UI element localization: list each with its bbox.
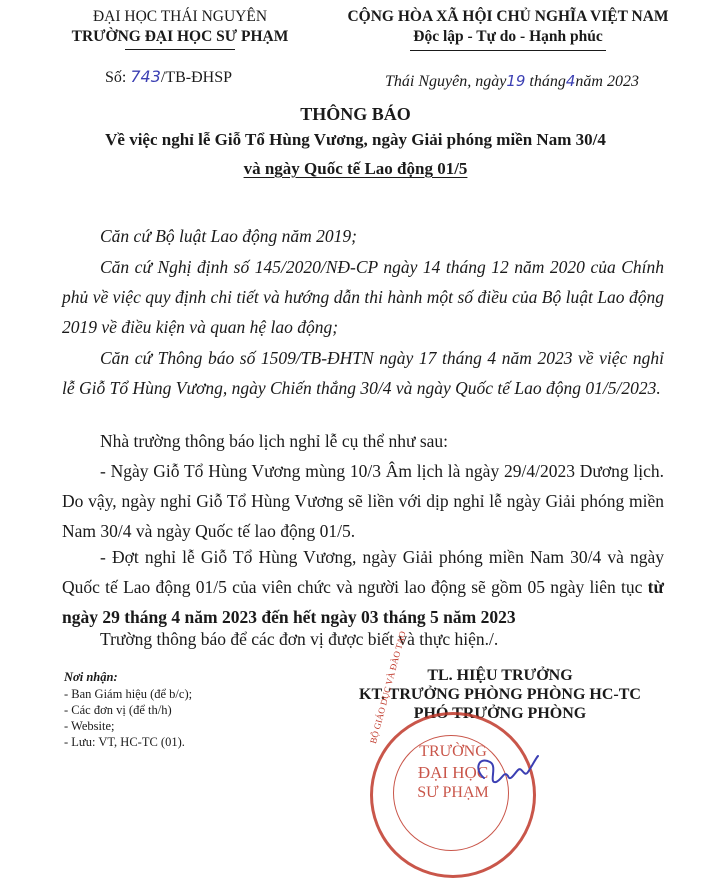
national-motto: Độc lập - Tự do - Hạnh phúc (413, 28, 603, 45)
signature-line-2: KT. TRƯỞNG PHÒNG PHÒNG HC-TC (359, 686, 641, 703)
org-name: TRƯỜNG ĐẠI HỌC SƯ PHẠM (71, 28, 289, 45)
date-month-label: tháng (529, 73, 566, 90)
schedule-item-2-dates: từ ngày 29 tháng 4 năm 2023 đến hết ngày 03 tháng 5 năm 2023 (62, 577, 664, 627)
date-month: 4 (565, 72, 576, 90)
recipient-item: - Các đơn vị (để th/h) (64, 703, 172, 717)
signature-line-3: PHÓ TRƯỞNG PHÒNG (413, 705, 587, 722)
number-prefix: Số: (105, 69, 127, 86)
basis-labor-code: Căn cứ Bộ luật Lao động năm 2019; (100, 226, 357, 246)
date-prefix: Thái Nguyên, ngày (385, 73, 507, 90)
notice-subject-line2: và ngày Quốc tế Lao động 01/5 (243, 159, 468, 178)
document-date (385, 72, 639, 91)
handwritten-signature (470, 748, 540, 800)
org-parent: ĐẠI HỌC THÁI NGUYÊN (92, 8, 268, 25)
schedule-intro: Nhà trường thông báo lịch nghỉ lễ cụ thể như sau: (100, 431, 449, 451)
basis-decree: Căn cứ Nghị định số 145/2020/NĐ-CP ngày 14 tháng 12 năm 2020 của Chính phủ về việc quy định chi tiết và hướng dẫn thi hành một số điều của Bộ luật Lao động 2019 về điều kiện và quan hệ lao động; (62, 257, 664, 337)
signature-line-1: TL. HIỆU TRƯỞNG (427, 667, 573, 684)
recipient-item: - Ban Giám hiệu (để b/c); (64, 687, 193, 701)
stamp-line-3: SƯ PHẠM (417, 784, 489, 801)
date-day: 19 (506, 72, 526, 90)
stamp-ring-text: BỘ GIÁO DỤC VÀ ĐÀO TẠO (368, 630, 408, 745)
recipients-label: Nơi nhận: (64, 670, 118, 684)
recipient-item: - Lưu: VT, HC-TC (01). (64, 735, 185, 749)
document-number (105, 67, 232, 87)
motto-underline (410, 50, 606, 51)
basis-announcement: Căn cứ Thông báo số 1509/TB-ĐHTN ngày 17 tháng 4 năm 2023 về việc nghỉ lễ Giỗ Tổ Hùng Vương, ngày Chiến thắng 30/4 và ngày Quốc tế Lao động 01/5/2023. (62, 348, 664, 398)
schedule-item-2-text: - Đợt nghỉ lễ Giỗ Tổ Hùng Vương, ngày Giải phóng miền Nam 30/4 và ngày Quốc tế Lao động 01/5 của viên chức và người lao động sẽ gồm 05 ngày liên tục (62, 547, 664, 597)
recipient-item: - Website; (64, 719, 115, 733)
notice-subject-line1: Về việc nghỉ lễ Giỗ Tổ Hùng Vương, ngày Giải phóng miền Nam 30/4 (105, 130, 606, 149)
schedule-item-2 (62, 542, 664, 632)
stamp-line-1: TRƯỜNG (419, 743, 487, 760)
date-year: năm 2023 (575, 73, 639, 90)
republic-title: CỘNG HÒA XÃ HỘI CHỦ NGHĨA VIỆT NAM (347, 8, 669, 25)
notice-heading: THÔNG BÁO (300, 104, 411, 124)
org-underline (125, 49, 235, 50)
schedule-item-1: - Ngày Giỗ Tổ Hùng Vương mùng 10/3 Âm lịch là ngày 29/4/2023 Dương lịch. Do vậy, ngày nghỉ Giỗ Tổ Hùng Vương sẽ liền với dịp nghỉ lễ ngày Giải phóng miền Nam 30/4 và ngày Quốc tế lao động 01/5. (62, 461, 664, 541)
number-suffix: /TB-ĐHSP (160, 69, 233, 86)
stamp-line-2: ĐẠI HỌC (417, 763, 489, 782)
closing-statement: Trường thông báo để các đơn vị được biết và thực hiện./. (100, 629, 499, 649)
number-handwritten: 743 (130, 67, 161, 86)
